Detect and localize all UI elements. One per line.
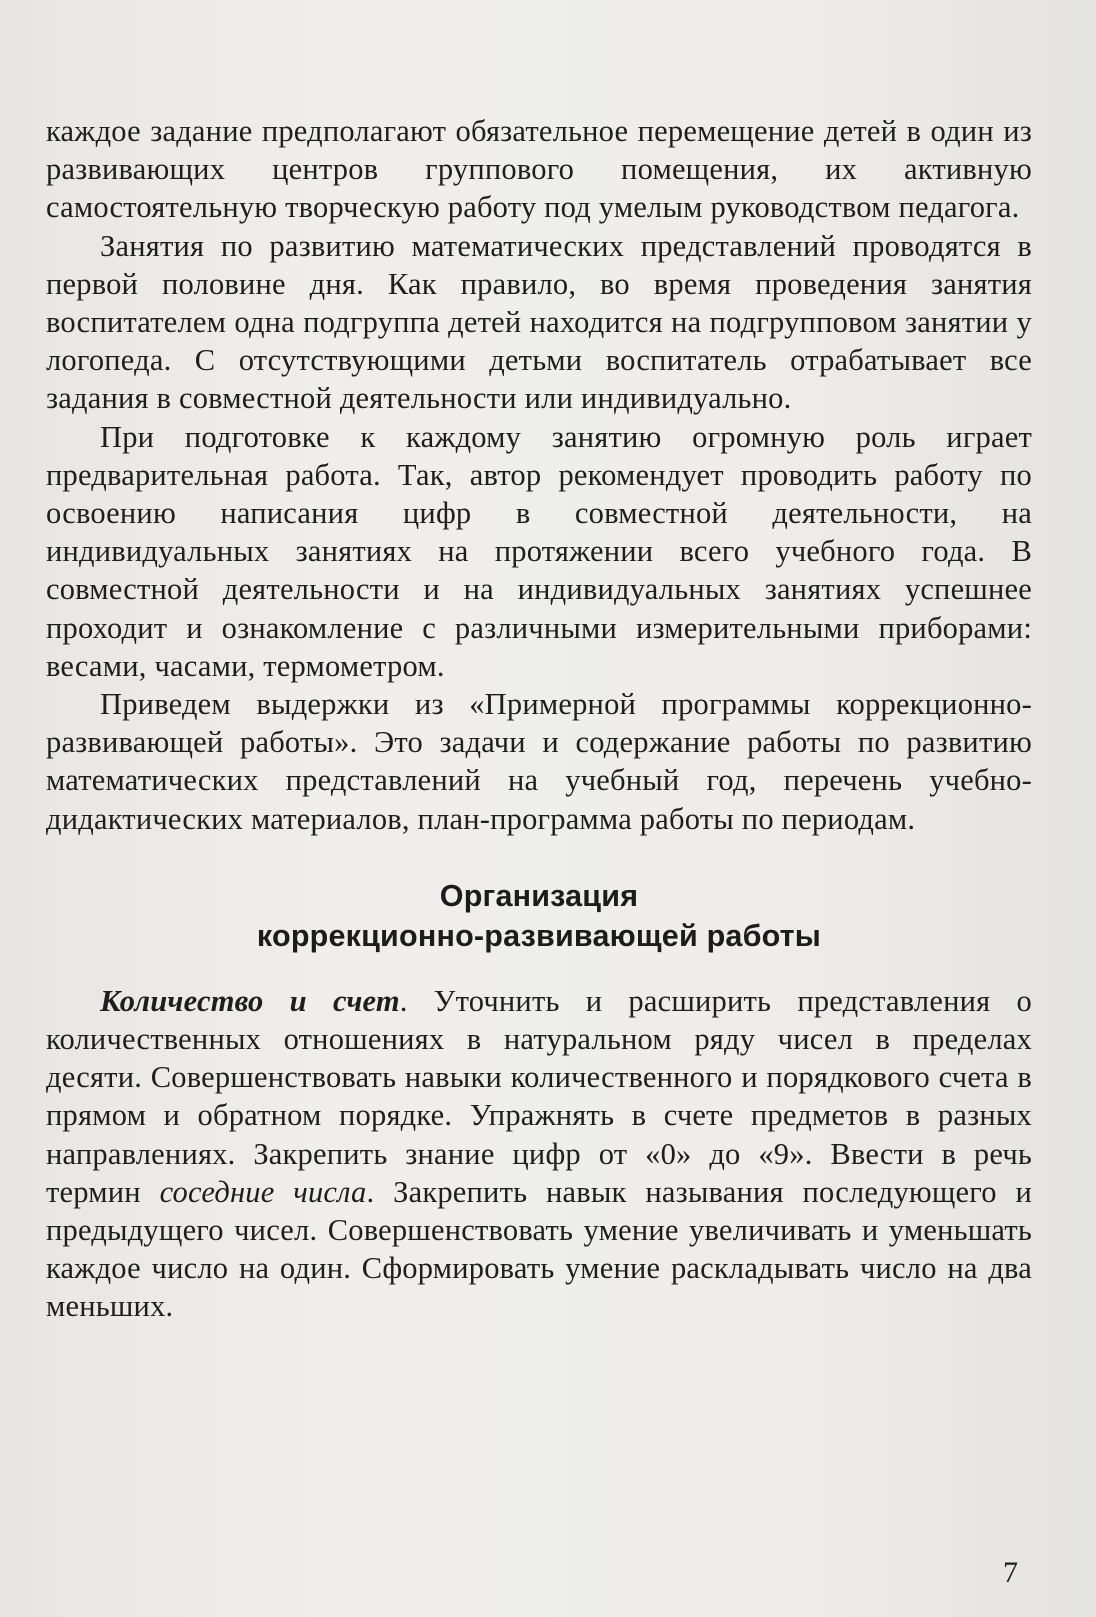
section-heading-line-1: Организация [439,878,639,913]
section-term: соседние числа [159,1174,367,1209]
section-lead: Количество и счет [100,983,400,1018]
page-text [46,112,1032,1326]
paragraph-1: каждое задание предполагают обязательное перемещение детей в один из развивающих центров группового помещения, их активную самостоятельную творческую работу под умелым руководством педагога. [46,114,1032,225]
section-paragraph [46,982,1032,1326]
section-text-part-1: . Уточнить и расширить представления о количественных отношениях в натуральном ряду чисел в пределах десяти. Совершенствовать навыки количественного и порядкового счета в прямом и обратном порядке. Упражнять в счете предметов в разных направлениях. Закрепить знание цифр от «0» до «9». Ввести в речь термин [46,983,1032,1209]
page-number: 7 [1003,1556,1018,1589]
section-text-part-2: . Закрепить навык называния последующего и предыдущего чисел. Совершенствовать умение увеличивать и уменьшать каждое число на один. Сформировать умение раскладывать число на два меньших. [46,1174,1032,1324]
paragraph-3: При подготовке к каждому занятию огромную роль играет предварительная работа. Так, автор рекомендует проводить работу по освоению написания цифр в совместной деятельности, на индивидуальных занятиях на протяжении всего учебного года. В совместной деятельности и на индивидуальных занятиях успешнее проходит и ознакомление с различными измерительными приборами: весами, часами, термометром. [46,419,1032,683]
paragraph-4: Приведем выдержки из «Примерной программы коррекционно-развивающей работы». Это задачи и содержание работы по развитию математических представлений на учебный год, перечень учебно-дидактических материалов, план-программа работы по периодам. [46,687,1032,836]
section-heading-line-2: коррекционно-развивающей работы [256,918,822,953]
section-heading [46,876,1032,956]
paragraph-2: Занятия по развитию математических представлений проводятся в первой половине дня. Как правило, во время проведения занятия воспитателем одна подгруппа детей находится на подгрупповом занятии у логопеда. С отсутствующими детьми воспитатель отрабатывает все задания в совместной деятельности или индивидуально. [46,228,1032,416]
